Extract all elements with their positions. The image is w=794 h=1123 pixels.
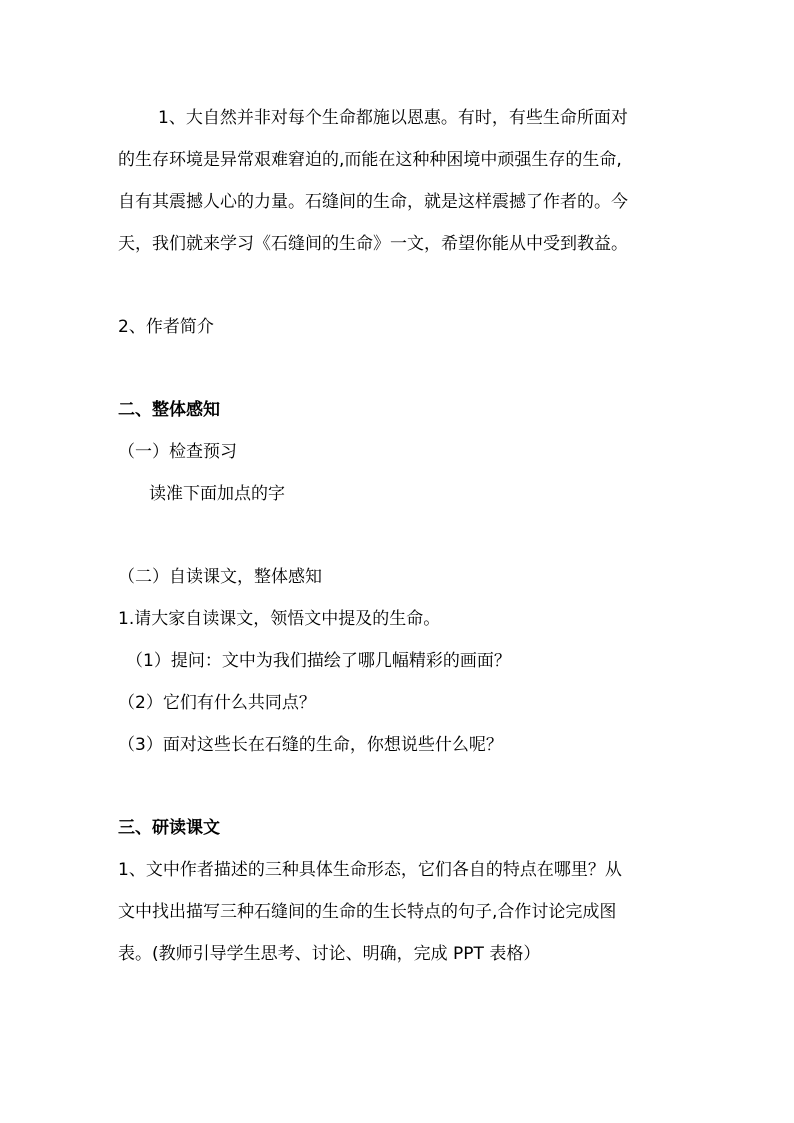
preview-text: 读准下面加点的字	[149, 484, 285, 504]
study-line-2: 文中找出描写三种石缝间的生命的生长特点的句子,合作讨论完成图	[118, 902, 617, 922]
intro-line-1: 1、大自然并非对每个生命都施以恩惠。有时，有些生命所面对	[158, 108, 628, 128]
section-heading-study: 三、研读课文	[118, 818, 220, 838]
intro-line-4: 天，我们就来学习《石缝间的生命》一文，希望你能从中受到教益。	[118, 234, 628, 254]
task-self-read: 1.请大家自读课文，领悟文中提及的生命。	[118, 609, 441, 629]
intro-line-3: 自有其震撼人心的力量。石缝间的生命，就是这样震撼了作者的。今	[118, 192, 628, 212]
question-1: （1）提问：文中为我们描绘了哪几幅精彩的画面？	[126, 651, 511, 671]
intro-line-2: 的生存环境是异常艰难窘迫的,而能在这种种困境中顽强生存的生命,	[118, 150, 622, 170]
question-3: （3）面对这些长在石缝的生命，你想说些什么呢？	[118, 735, 503, 755]
item-author-intro: 2、作者简介	[118, 317, 214, 337]
section-heading-overall: 二、整体感知	[118, 400, 220, 420]
study-line-1: 1、文中作者描述的三种具体生命形态，它们各自的特点在哪里？从	[118, 860, 622, 880]
subsection-preview-check: （一）检查预习	[118, 442, 237, 462]
question-2: （2）它们有什么共同点？	[118, 693, 316, 713]
study-line-3: 表。(教师引导学生思考、讨论、明确，完成 PPT 表格）	[118, 944, 541, 964]
subsection-self-read: （二）自读课文，整体感知	[118, 567, 322, 587]
